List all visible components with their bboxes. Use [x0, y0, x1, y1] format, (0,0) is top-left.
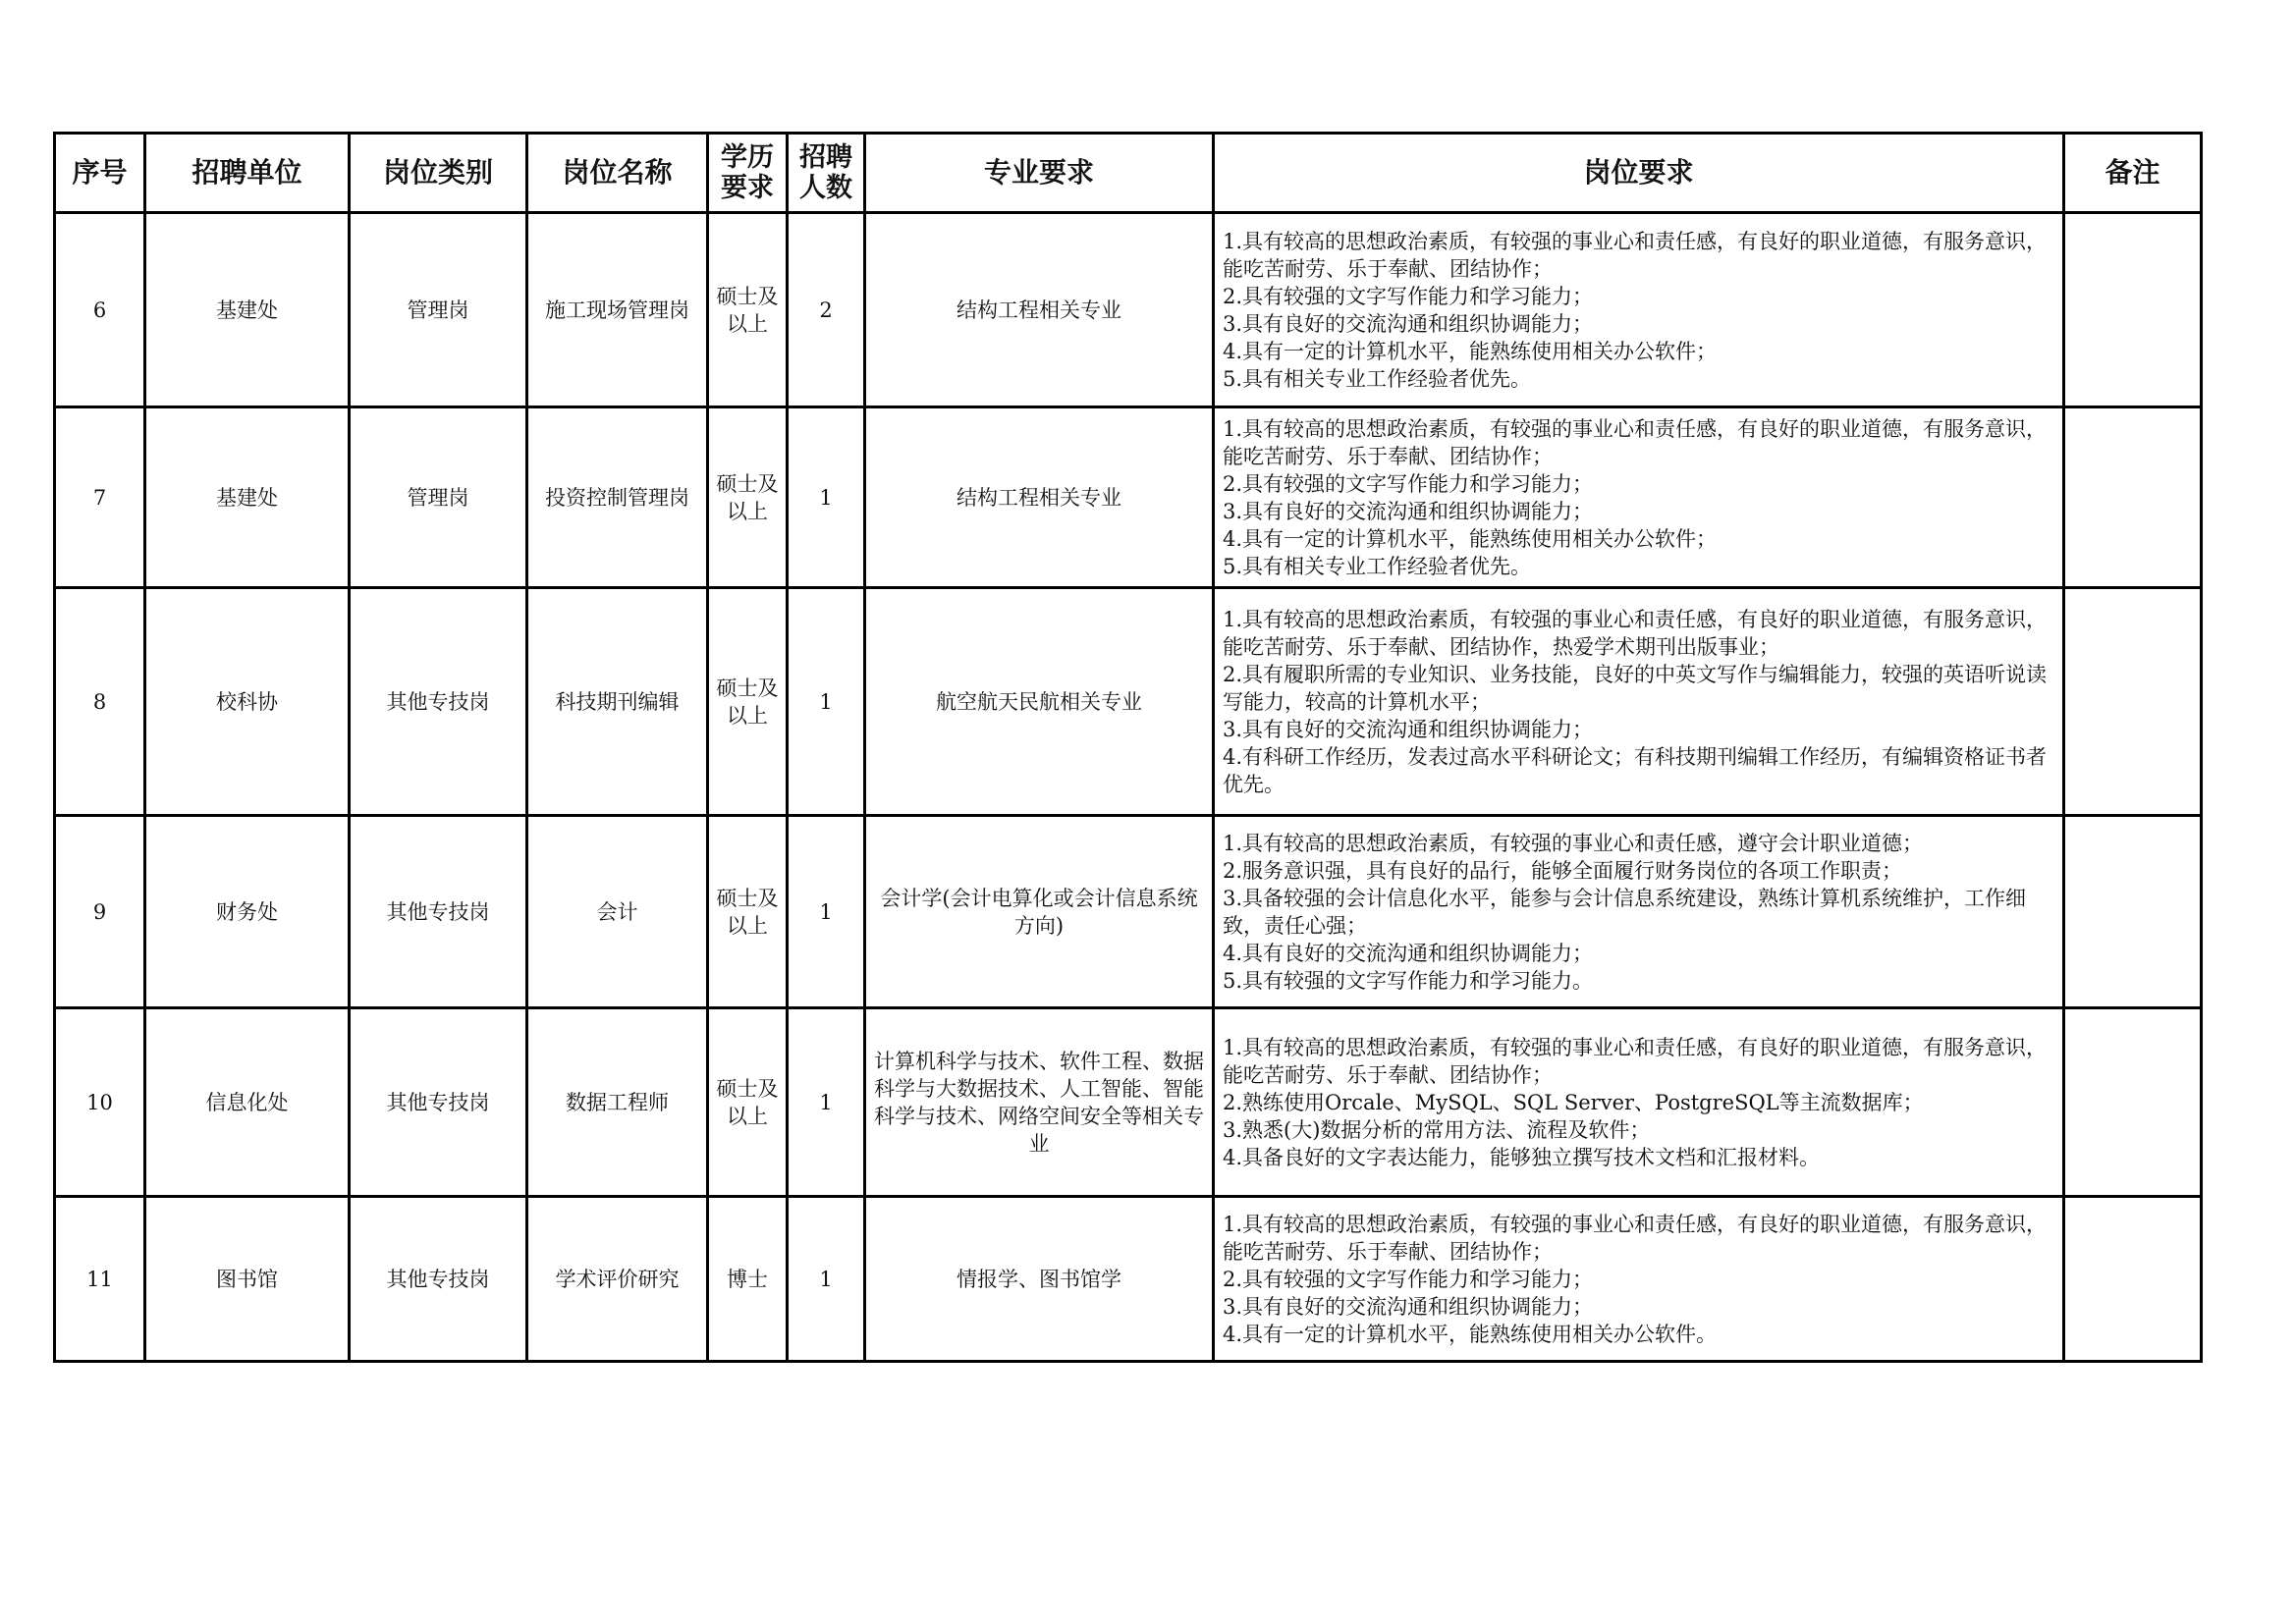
cell-education: 硕士及 以上	[708, 588, 788, 816]
requirement-line: 1.具有较高的思想政治素质，有较强的事业心和责任感，有良好的职业道德，有服务意识，能吃苦耐劳、乐于奉献、团结协作；	[1223, 229, 2048, 281]
cell-education: 硕士及 以上	[708, 213, 788, 407]
cell-remarks	[2064, 816, 2202, 1008]
requirement-line: 1.具有较高的思想政治素质，有较强的事业心和责任感，有良好的职业道德，有服务意识，能吃苦耐劳、乐于奉献、团结协作，热爱学术期刊出版事业；	[1223, 607, 2048, 659]
cell-education: 硕士及 以上	[708, 816, 788, 1008]
cell-requirements	[1214, 1008, 2064, 1197]
cell-unit: 信息化处	[145, 1008, 350, 1197]
header-major: 专业要求	[865, 134, 1214, 213]
header-remarks: 备注	[2064, 134, 2202, 213]
cell-unit: 图书馆	[145, 1197, 350, 1362]
cell-category: 其他专技岗	[350, 1197, 527, 1362]
requirement-line: 1.具有较高的思想政治素质，有较强的事业心和责任感，有良好的职业道德，有服务意识，能吃苦耐劳、乐于奉献、团结协作；	[1223, 1035, 2048, 1087]
cell-requirements	[1214, 213, 2064, 407]
cell-major: 情报学、图书馆学	[865, 1197, 1214, 1362]
requirement-line: 1.具有较高的思想政治素质，有较强的事业心和责任感，有良好的职业道德，有服务意识，能吃苦耐劳、乐于奉献、团结协作；	[1223, 1212, 2048, 1264]
table-row	[55, 588, 2202, 816]
header-education: 学历 要求	[708, 134, 788, 213]
requirement-line: 3.具有良好的交流沟通和组织协调能力；	[1223, 311, 1594, 336]
cell-requirements	[1214, 816, 2064, 1008]
cell-position: 学术评价研究	[527, 1197, 708, 1362]
requirement-line: 2.具有较强的文字写作能力和学习能力；	[1223, 1267, 1594, 1291]
requirement-line: 3.具有良好的交流沟通和组织协调能力；	[1223, 499, 1594, 523]
cell-education: 硕士及 以上	[708, 1008, 788, 1197]
header-position: 岗位名称	[527, 134, 708, 213]
cell-seq: 10	[55, 1008, 145, 1197]
cell-seq: 8	[55, 588, 145, 816]
cell-position: 会计	[527, 816, 708, 1008]
header-unit: 招聘单位	[145, 134, 350, 213]
cell-seq: 11	[55, 1197, 145, 1362]
cell-count: 1	[788, 407, 865, 588]
requirement-line: 5.具有较强的文字写作能力和学习能力。	[1223, 968, 1594, 993]
cell-count: 2	[788, 213, 865, 407]
requirement-line: 3.具有良好的交流沟通和组织协调能力；	[1223, 1294, 1594, 1319]
cell-position: 科技期刊编辑	[527, 588, 708, 816]
requirement-line: 4.具有一定的计算机水平，能熟练使用相关办公软件；	[1223, 526, 1718, 551]
requirement-line: 5.具有相关专业工作经验者优先。	[1223, 366, 1532, 391]
requirement-line: 1.具有较高的思想政治素质，有较强的事业心和责任感，有良好的职业道德，有服务意识，能吃苦耐劳、乐于奉献、团结协作；	[1223, 416, 2048, 468]
requirement-line: 5.具有相关专业工作经验者优先。	[1223, 554, 1532, 578]
requirement-line: 2.服务意识强，具有良好的品行，能够全面履行财务岗位的各项工作职责；	[1223, 858, 1903, 883]
cell-remarks	[2064, 1197, 2202, 1362]
cell-major: 计算机科学与技术、软件工程、数据科学与大数据技术、人工智能、智能科学与技术、网络空间安全等相关专业	[865, 1008, 1214, 1197]
requirement-line: 2.具有履职所需的专业知识、业务技能，良好的中英文写作与编辑能力，较强的英语听说读写能力，较高的计算机水平；	[1223, 662, 2048, 714]
cell-category: 其他专技岗	[350, 588, 527, 816]
cell-requirements	[1214, 407, 2064, 588]
header-requirements: 岗位要求	[1214, 134, 2064, 213]
cell-remarks	[2064, 407, 2202, 588]
recruitment-table	[53, 132, 2203, 1363]
header-count: 招聘 人数	[788, 134, 865, 213]
cell-education: 博士	[708, 1197, 788, 1362]
cell-position: 施工现场管理岗	[527, 213, 708, 407]
cell-requirements	[1214, 588, 2064, 816]
requirement-line: 2.具有较强的文字写作能力和学习能力；	[1223, 284, 1594, 308]
cell-position: 投资控制管理岗	[527, 407, 708, 588]
cell-seq: 9	[55, 816, 145, 1008]
requirement-line: 3.具有良好的交流沟通和组织协调能力；	[1223, 717, 1594, 741]
cell-position: 数据工程师	[527, 1008, 708, 1197]
requirement-line: 4.有科研工作经历，发表过高水平科研论文；有科技期刊编辑工作经历，有编辑资格证书者优先。	[1223, 744, 2048, 796]
cell-category: 其他专技岗	[350, 1008, 527, 1197]
cell-category: 管理岗	[350, 407, 527, 588]
table-row	[55, 213, 2202, 407]
cell-unit: 基建处	[145, 213, 350, 407]
cell-unit: 校科协	[145, 588, 350, 816]
table-row	[55, 1008, 2202, 1197]
cell-major: 会计学(会计电算化或会计信息系统方向)	[865, 816, 1214, 1008]
cell-count: 1	[788, 1008, 865, 1197]
requirement-line: 1.具有较高的思想政治素质，有较强的事业心和责任感，遵守会计职业道德；	[1223, 831, 1924, 855]
cell-education: 硕士及 以上	[708, 407, 788, 588]
header-category: 岗位类别	[350, 134, 527, 213]
header-seq: 序号	[55, 134, 145, 213]
requirement-line: 3.熟悉(大)数据分析的常用方法、流程及软件；	[1223, 1117, 1651, 1142]
cell-count: 1	[788, 588, 865, 816]
table-row	[55, 1197, 2202, 1362]
cell-major: 航空航天民航相关专业	[865, 588, 1214, 816]
table-row	[55, 816, 2202, 1008]
cell-unit: 基建处	[145, 407, 350, 588]
cell-remarks	[2064, 588, 2202, 816]
requirement-line: 2.具有较强的文字写作能力和学习能力；	[1223, 471, 1594, 496]
header-row	[55, 134, 2202, 213]
cell-unit: 财务处	[145, 816, 350, 1008]
cell-seq: 7	[55, 407, 145, 588]
requirement-line: 2.熟练使用Orcale、MySQL、SQL Server、PostgreSQL等主流数据库；	[1223, 1090, 1924, 1114]
cell-requirements	[1214, 1197, 2064, 1362]
cell-remarks	[2064, 213, 2202, 407]
cell-count: 1	[788, 1197, 865, 1362]
requirement-line: 4.具备良好的文字表达能力，能够独立撰写技术文档和汇报材料。	[1223, 1145, 1821, 1169]
requirement-line: 3.具备较强的会计信息化水平，能参与会计信息系统建设，熟练计算机系统维护，工作细致，责任心强；	[1223, 886, 2027, 938]
cell-major: 结构工程相关专业	[865, 407, 1214, 588]
cell-category: 管理岗	[350, 213, 527, 407]
requirement-line: 4.具有良好的交流沟通和组织协调能力；	[1223, 941, 1594, 965]
cell-major: 结构工程相关专业	[865, 213, 1214, 407]
cell-seq: 6	[55, 213, 145, 407]
requirement-line: 4.具有一定的计算机水平，能熟练使用相关办公软件；	[1223, 339, 1718, 363]
cell-remarks	[2064, 1008, 2202, 1197]
table-row	[55, 407, 2202, 588]
cell-category: 其他专技岗	[350, 816, 527, 1008]
cell-count: 1	[788, 816, 865, 1008]
requirement-line: 4.具有一定的计算机水平，能熟练使用相关办公软件。	[1223, 1322, 1718, 1346]
